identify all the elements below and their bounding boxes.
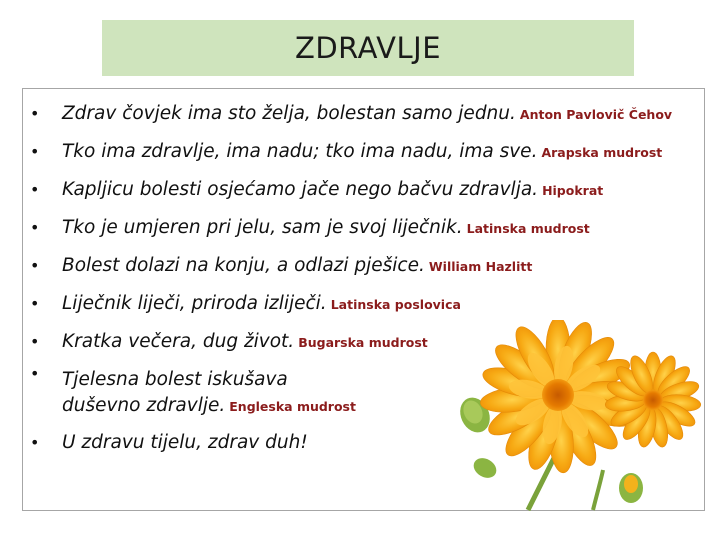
bullet-icon: •	[30, 180, 40, 199]
quote-text: Bolest dolazi na konju, a odlazi pješice.	[62, 255, 425, 276]
bullet-icon: •	[30, 433, 40, 452]
list-item	[23, 95, 706, 133]
quote-text: Tko ima zdravlje, ima nadu; tko ima nadu, ima sve.	[62, 141, 538, 162]
bullet-icon: •	[30, 104, 40, 123]
bullet-icon: •	[30, 256, 40, 275]
quote-text: Tko je umjeren pri jelu, sam je svoj liječnik.	[62, 217, 463, 238]
bullet-icon: •	[30, 364, 40, 383]
list-item	[23, 285, 706, 323]
title-band	[102, 20, 634, 76]
quote-text: Tjelesna bolest iskušava	[62, 369, 288, 390]
quote-author: Arapska mudrost	[541, 145, 663, 160]
quote-author: Hipokrat	[542, 183, 604, 198]
bullet-icon: •	[30, 332, 40, 351]
quote-author: Latinska mudrost	[466, 221, 590, 236]
list-item	[23, 209, 706, 247]
quote-author: Anton Pavlovič Čehov	[519, 107, 673, 122]
list-item	[23, 133, 706, 171]
quote-text: Liječnik liječi, priroda izliječi.	[62, 293, 327, 314]
quote-author: William Hazlitt	[428, 259, 533, 274]
quote-text: Zdrav čovjek ima sto želja, bolestan samo jednu.	[62, 103, 516, 124]
calendula-flowers-icon	[433, 320, 705, 511]
quote-text: Kratka večera, dug život.	[62, 331, 295, 352]
page-title: ZDRAVLJE	[294, 31, 442, 65]
list-item	[23, 171, 706, 209]
quote-author: Latinska poslovica	[330, 297, 461, 312]
quote-text-line2: duševno zdravlje.	[62, 395, 226, 416]
quote-author: Bugarska mudrost	[298, 335, 428, 350]
bullet-icon: •	[30, 294, 40, 313]
bullet-icon: •	[30, 218, 40, 237]
list-item	[23, 247, 706, 285]
quote-text: U zdravu tijelu, zdrav duh!	[62, 432, 308, 453]
quote-text: Kapljicu bolesti osjećamo jače nego bačvu zdravlja.	[62, 179, 539, 200]
quote-author: Engleska mudrost	[229, 399, 356, 414]
bullet-icon: •	[30, 142, 40, 161]
